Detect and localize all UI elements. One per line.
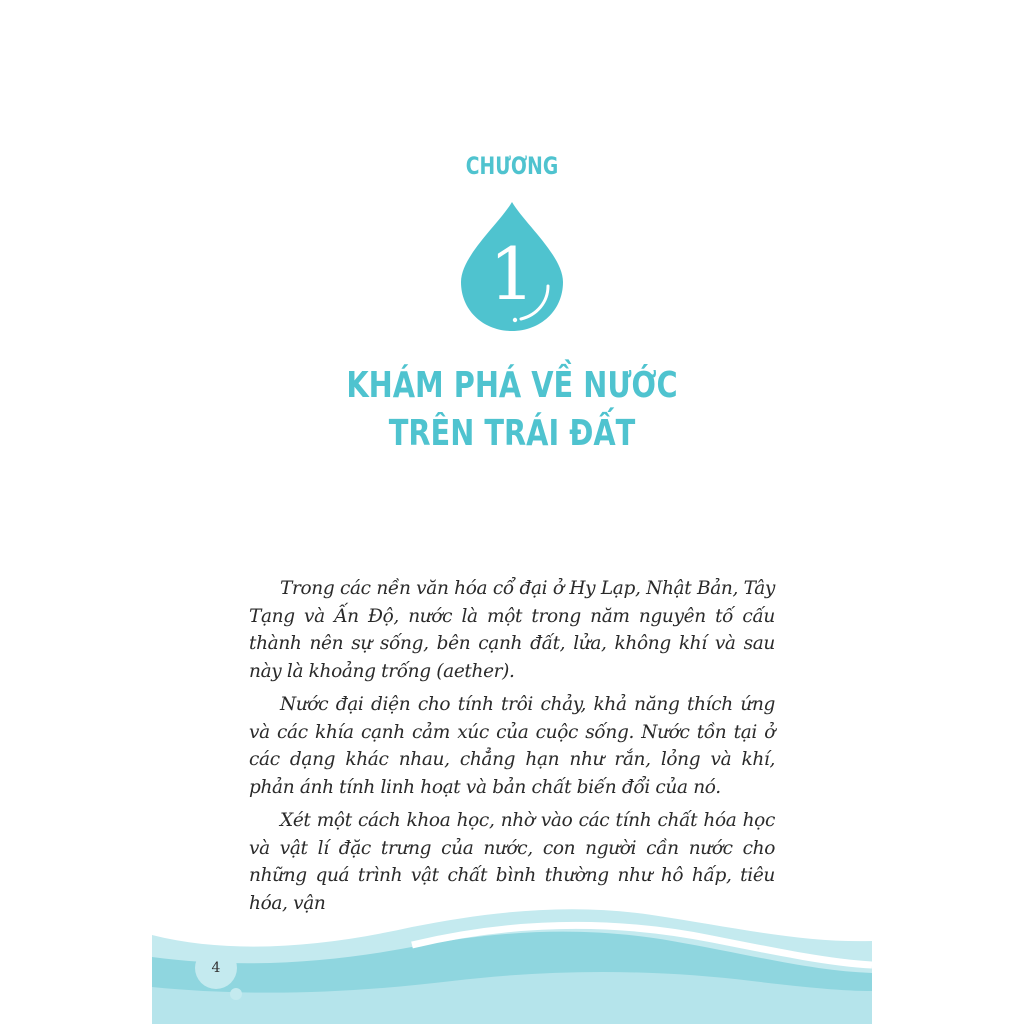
body-text — [249, 575, 775, 923]
small-bubble — [230, 988, 242, 1000]
paragraph-2: Nước đại diện cho tính trôi chảy, khả năng thích ứng và các khía cạnh cảm xúc của cuộc sống. Nước tồn tại ở các dạng khác nhau, chẳng hạn như rắn, lỏng và khí, phản ánh tính linh hoạt và bản chất biến đổi của nó. — [249, 694, 775, 798]
paragraph-1: Trong các nền văn hóa cổ đại ở Hy Lạp, Nhật Bản, Tây Tạng và Ấn Độ, nước là một trong năm nguyên tố cấu thành nên sự sống, bên cạnh đất, lửa, không khí và sau này là khoảng trống (aether). — [249, 578, 775, 682]
chapter-title-line-2: TRÊN TRÁI ĐẤT — [388, 413, 636, 454]
chapter-title-line-1: KHÁM PHÁ VỀ NƯỚC — [346, 365, 678, 406]
page-number: 4 — [211, 960, 221, 976]
chapter-title — [102, 362, 921, 458]
chapter-number: 1 — [489, 232, 535, 316]
paragraph-3: Xét một cách khoa học, nhờ vào các tính chất hóa học và vật lí đặc trưng của nước, con người cần nước cho những quá trình vật chất bình thường như hô hấp, tiêu hóa, vận — [249, 810, 775, 914]
wave-decoration — [152, 905, 872, 1024]
water-drop-icon — [455, 198, 569, 334]
water-drop-highlight-dot — [513, 318, 517, 322]
chapter-label: CHƯƠNG — [465, 152, 559, 180]
